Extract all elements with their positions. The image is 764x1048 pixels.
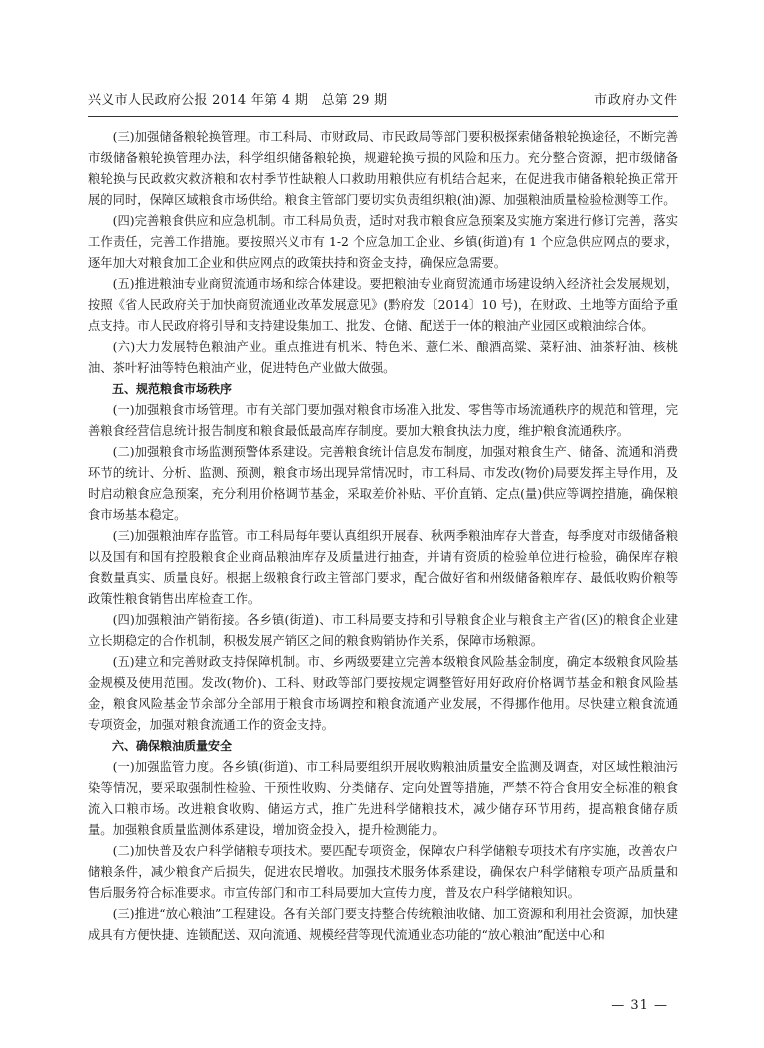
section-label: 市政府办文件	[593, 93, 678, 108]
gazette-title: 兴义市人民政府公报 2014 年第 4 期 总第 29 期	[88, 93, 388, 108]
paragraph: (六)大力发展特色粮油产业。重点推进有机米、特色米、薏仁米、酿酒高粱、菜籽油、油茶籽油、核桃油、茶叶籽油等特色粮油产业，促进特色产业做大做强。	[88, 340, 678, 375]
paragraph: (五)建立和完善财政支持保障机制。市、乡两级要建立完善本级粮食风险基金制度，确定本级粮食风险基金规模及使用范围。发改(物价)、工科、财政等部门要按规定调整管好用好政府价格调节基金和粮食风险基金，粮食风险基金节余部分全部用于粮食市场调控和粮食流通产业发展，不得挪作他用。尽快建立粮食流通专项资金，加强对粮食流通工作的资金支持。	[88, 655, 678, 732]
paragraph: (一)加强粮食市场管理。市有关部门要加强对粮食市场准入批发、零售等市场流通秩序的规范和管理，完善粮食经营信息统计报告制度和粮食最低最高库存制度。要加大粮食执法力度，维护粮食流通秩序。	[88, 403, 678, 438]
paragraph: (四)完善粮食供应和应急机制。市工科局负责，适时对我市粮食应急预案及实施方案进行修订完善，落实工作责任，完善工作措施。要按照兴义市有 1-2 个应急加工企业、乡镇(街道)有 1 个应急供应网点的要求，逐年加大对粮食加工企业和供应网点的政策扶持和资金支持，确保应急需要。	[88, 214, 678, 270]
paragraph: (一)加强监管力度。各乡镇(街道)、市工科局要组织开展收购粮油质量安全监测及调查，对区域性粮油污染等情况，要采取强制性检验、干预性收购、分类储存、定向处置等措施，严禁不符合食用安全标准的粮食流入口粮市场。改进粮食收购、储运方式，推广先进科学储粮技术，减少储存环节用药，提高粮食储存质量。加强粮食质量监测体系建设，增加资金投入，提升检测能力。	[88, 760, 678, 837]
paragraph: (二)加快普及农户科学储粮专项技术。要匹配专项资金，保障农户科学储粮专项技术有序实施，改善农户储粮条件，减少粮食产后损失，促进农民增收。加强技术服务体系建设，确保农户科学储粮专项产品质量和售后服务符合标准要求。市宣传部门和市工科局要加大宣传力度，普及农户科学储粮知识。	[88, 844, 678, 900]
paragraph: (三)推进“放心粮油”工程建设。各有关部门要支持整合传统粮油收储、加工资源和利用社会资源，加快建成具有方便快捷、连锁配送、双向流通、规模经营等现代流通业态功能的“放心粮油”配送中心和	[88, 907, 678, 942]
section-heading: 六、确保粮油质量安全	[112, 739, 233, 753]
section-heading: 五、规范粮食市场秩序	[112, 382, 233, 396]
paragraph: (五)推进粮油专业商贸流通市场和综合体建设。要把粮油专业商贸流通市场建设纳入经济社会发展规划，按照《省人民政府关于加快商贸流通业改革发展意见》(黔府发〔2014〕10 号)，在财政、土地等方面给予重点支持。市人民政府将引导和支持建设集加工、批发、仓储、配送于一体的粮油产业园区或粮油综合体。	[88, 277, 678, 333]
paragraph: (四)加强粮油产销衔接。各乡镇(街道)、市工科局要支持和引导粮食企业与粮食主产省(区)的粮食企业建立长期稳定的合作机制，积极发展产销区之间的粮食购销协作关系，保障市场粮源。	[88, 613, 678, 648]
paragraph: (二)加强粮食市场监测预警体系建设。完善粮食统计信息发布制度，加强对粮食生产、储备、流通和消费环节的统计、分析、监测、预测，粮食市场出现异常情况时，市工科局、市发改(物价)局要发挥主导作用，及时启动粮食应急预案，充分利用价格调节基金，采取差价补贴、平价直销、定点(量)供应等调控措施，确保粮食市场基本稳定。	[88, 445, 678, 522]
paragraph: (三)加强储备粮轮换管理。市工科局、市财政局、市民政局等部门要积极探索储备粮轮换途径，不断完善市级储备粮轮换管理办法，科学组织储备粮轮换，规避轮换亏损的风险和压力。充分整合资源，把市级储备粮轮换与民政救灾救济粮和农村季节性缺粮人口救助用粮供应有机结合起来，在促进我市储备粮轮换正常开展的同时，保障区域粮食市场供给。粮食主管部门要切实负责组织粮(油)源、加强粮油质量检验检测等工作。	[88, 130, 678, 207]
body-text	[88, 127, 678, 946]
page-number: — 31 —	[611, 998, 668, 1013]
paragraph: (三)加强粮油库存监管。市工科局每年要认真组织开展春、秋两季粮油库存大普查，每季度对市级储备粮以及国有和国有控股粮食企业商品粮油库存及质量进行抽查，并请有资质的检验单位进行检验，确保库存粮食数量真实、质量良好。根据上级粮食行政主管部门要求，配合做好省和州级储备粮库存、最低收购价粮等政策性粮食销售出库检查工作。	[88, 529, 678, 606]
page-header	[88, 90, 678, 117]
